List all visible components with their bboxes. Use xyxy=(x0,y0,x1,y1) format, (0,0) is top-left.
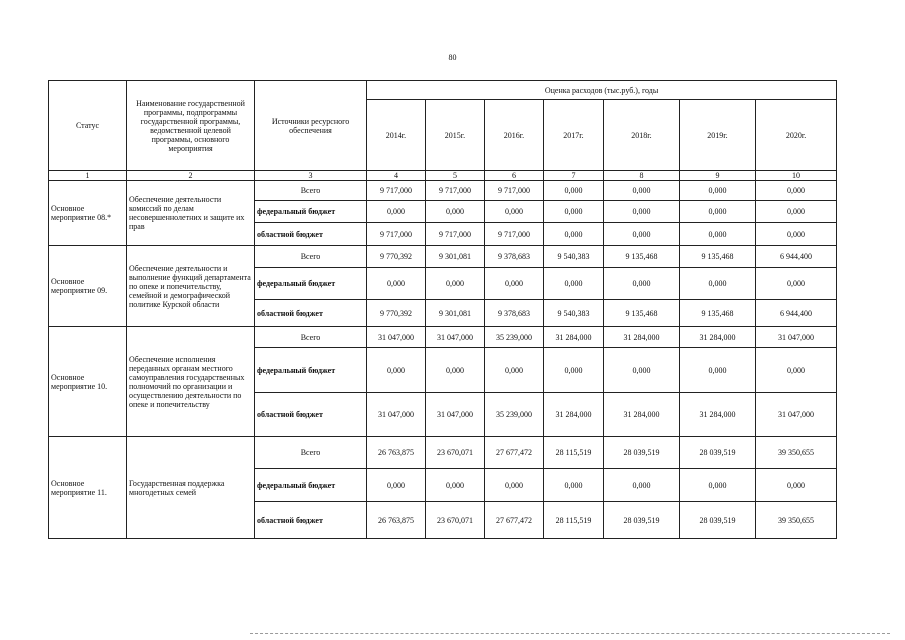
value-cell: 9 717,000 xyxy=(367,181,426,201)
value-cell: 31 284,000 xyxy=(544,327,604,348)
value-cell: 6 944,400 xyxy=(756,246,837,268)
column-number: 4 xyxy=(367,171,426,181)
value-cell: 0,000 xyxy=(367,268,426,300)
value-cell: 9 135,468 xyxy=(604,300,680,327)
source-total: Всего xyxy=(255,437,367,469)
value-cell: 0,000 xyxy=(367,348,426,393)
value-cell: 0,000 xyxy=(367,469,426,502)
value-cell: 0,000 xyxy=(426,268,485,300)
value-cell: 39 350,655 xyxy=(756,437,837,469)
value-cell: 9 378,683 xyxy=(485,300,544,327)
source-regional: областной бюджет xyxy=(255,300,367,327)
column-number: 7 xyxy=(544,171,604,181)
source-federal: федеральный бюджет xyxy=(255,201,367,223)
value-cell: 27 677,472 xyxy=(485,502,544,539)
value-cell: 9 135,468 xyxy=(604,246,680,268)
value-cell: 0,000 xyxy=(544,348,604,393)
value-cell: 31 284,000 xyxy=(604,393,680,437)
value-cell: 31 047,000 xyxy=(367,393,426,437)
value-cell: 28 115,519 xyxy=(544,437,604,469)
value-cell: 9 540,383 xyxy=(544,246,604,268)
value-cell: 0,000 xyxy=(544,201,604,223)
value-cell: 0,000 xyxy=(680,223,756,246)
value-cell: 0,000 xyxy=(756,201,837,223)
value-cell: 9 135,468 xyxy=(680,246,756,268)
value-cell: 31 284,000 xyxy=(544,393,604,437)
column-number: 1 xyxy=(49,171,127,181)
value-cell: 9 717,000 xyxy=(426,223,485,246)
event-status: Основное мероприятие 10. xyxy=(49,327,127,437)
source-federal: федеральный бюджет xyxy=(255,268,367,300)
source-regional: областной бюджет xyxy=(255,393,367,437)
value-cell: 0,000 xyxy=(756,181,837,201)
value-cell: 9 301,081 xyxy=(426,300,485,327)
value-cell: 0,000 xyxy=(544,469,604,502)
header-year: 2018г. xyxy=(604,100,680,171)
value-cell: 0,000 xyxy=(485,469,544,502)
header-year: 2015г. xyxy=(426,100,485,171)
value-cell: 35 239,000 xyxy=(485,327,544,348)
value-cell: 0,000 xyxy=(604,268,680,300)
value-cell: 9 717,000 xyxy=(367,223,426,246)
value-cell: 31 284,000 xyxy=(604,327,680,348)
source-federal: федеральный бюджет xyxy=(255,348,367,393)
value-cell: 28 039,519 xyxy=(680,437,756,469)
value-cell: 35 239,000 xyxy=(485,393,544,437)
value-cell: 0,000 xyxy=(604,181,680,201)
value-cell: 0,000 xyxy=(680,268,756,300)
value-cell: 28 039,519 xyxy=(604,437,680,469)
value-cell: 9 378,683 xyxy=(485,246,544,268)
value-cell: 26 763,875 xyxy=(367,437,426,469)
event-11-total-row xyxy=(49,437,837,469)
value-cell: 23 670,071 xyxy=(426,437,485,469)
event-name: Обеспечение исполнения переданных органам местного самоуправления государственных полномочий по организации и осуществлению деятельности по опеке и попечительству xyxy=(127,327,255,437)
value-cell: 0,000 xyxy=(426,348,485,393)
source-regional: областной бюджет xyxy=(255,223,367,246)
value-cell: 9 770,392 xyxy=(367,300,426,327)
header-year: 2014г. xyxy=(367,100,426,171)
value-cell: 0,000 xyxy=(604,348,680,393)
value-cell: 9 540,383 xyxy=(544,300,604,327)
column-number: 2 xyxy=(127,171,255,181)
value-cell: 0,000 xyxy=(680,181,756,201)
page-number: 80 xyxy=(448,53,457,62)
value-cell: 0,000 xyxy=(485,348,544,393)
value-cell: 9 717,000 xyxy=(485,223,544,246)
value-cell: 0,000 xyxy=(544,181,604,201)
value-cell: 0,000 xyxy=(604,223,680,246)
column-number: 3 xyxy=(255,171,367,181)
value-cell: 0,000 xyxy=(485,268,544,300)
header-year: 2016г. xyxy=(485,100,544,171)
value-cell: 31 284,000 xyxy=(680,393,756,437)
value-cell: 0,000 xyxy=(756,348,837,393)
value-cell: 0,000 xyxy=(604,201,680,223)
value-cell: 39 350,655 xyxy=(756,502,837,539)
value-cell: 27 677,472 xyxy=(485,437,544,469)
event-08-total-row xyxy=(49,181,837,201)
value-cell: 28 115,519 xyxy=(544,502,604,539)
header-year: 2019г. xyxy=(680,100,756,171)
value-cell: 28 039,519 xyxy=(680,502,756,539)
column-number: 5 xyxy=(426,171,485,181)
scan-artifact-line xyxy=(250,633,890,635)
header-source: Источники ресурсного обеспечения xyxy=(255,81,367,171)
value-cell: 31 284,000 xyxy=(680,327,756,348)
source-regional: областной бюджет xyxy=(255,502,367,539)
value-cell: 0,000 xyxy=(680,348,756,393)
column-number: 8 xyxy=(604,171,680,181)
value-cell: 31 047,000 xyxy=(756,327,837,348)
value-cell: 9 135,468 xyxy=(680,300,756,327)
value-cell: 0,000 xyxy=(426,469,485,502)
value-cell: 0,000 xyxy=(544,268,604,300)
value-cell: 0,000 xyxy=(680,469,756,502)
value-cell: 31 047,000 xyxy=(426,327,485,348)
header-estimate: Оценка расходов (тыс.руб.), годы xyxy=(367,81,837,100)
value-cell: 0,000 xyxy=(544,223,604,246)
column-number: 10 xyxy=(756,171,837,181)
value-cell: 0,000 xyxy=(367,201,426,223)
column-number-row xyxy=(49,171,837,181)
header-year: 2017г. xyxy=(544,100,604,171)
event-status: Основное мероприятие 11. xyxy=(49,437,127,539)
event-name: Государственная поддержка многодетных семей xyxy=(127,437,255,539)
value-cell: 9 301,081 xyxy=(426,246,485,268)
header-year: 2020г. xyxy=(756,100,837,171)
value-cell: 0,000 xyxy=(680,201,756,223)
value-cell: 9 717,000 xyxy=(426,181,485,201)
value-cell: 31 047,000 xyxy=(756,393,837,437)
value-cell: 9 770,392 xyxy=(367,246,426,268)
value-cell: 9 717,000 xyxy=(485,181,544,201)
value-cell: 6 944,400 xyxy=(756,300,837,327)
value-cell: 0,000 xyxy=(485,201,544,223)
value-cell: 31 047,000 xyxy=(426,393,485,437)
value-cell: 0,000 xyxy=(756,268,837,300)
value-cell: 31 047,000 xyxy=(367,327,426,348)
event-09-total-row xyxy=(49,246,837,268)
event-status: Основное мероприятие 08.* xyxy=(49,181,127,246)
event-name: Обеспечение деятельности комиссий по делам несовершеннолетних и защите их прав xyxy=(127,181,255,246)
value-cell: 0,000 xyxy=(756,469,837,502)
header-program: Наименование государственной программы, подпрограммы государственной программы, ведомственной целевой программы, основного мероприятия xyxy=(127,81,255,171)
value-cell: 23 670,071 xyxy=(426,502,485,539)
event-name: Обеспечение деятельности и выполнение функций департамента по опеке и попечительству, семейной и демографической политике Курской области xyxy=(127,246,255,327)
value-cell: 0,000 xyxy=(756,223,837,246)
source-total: Всего xyxy=(255,181,367,201)
value-cell: 0,000 xyxy=(604,469,680,502)
column-number: 9 xyxy=(680,171,756,181)
source-federal: федеральный бюджет xyxy=(255,469,367,502)
header-status: Статус xyxy=(49,81,127,171)
value-cell: 28 039,519 xyxy=(604,502,680,539)
budget-table xyxy=(48,80,837,539)
source-total: Всего xyxy=(255,246,367,268)
value-cell: 26 763,875 xyxy=(367,502,426,539)
event-status: Основное мероприятие 09. xyxy=(49,246,127,327)
value-cell: 0,000 xyxy=(426,201,485,223)
event-10-total-row xyxy=(49,327,837,348)
column-number: 6 xyxy=(485,171,544,181)
source-total: Всего xyxy=(255,327,367,348)
